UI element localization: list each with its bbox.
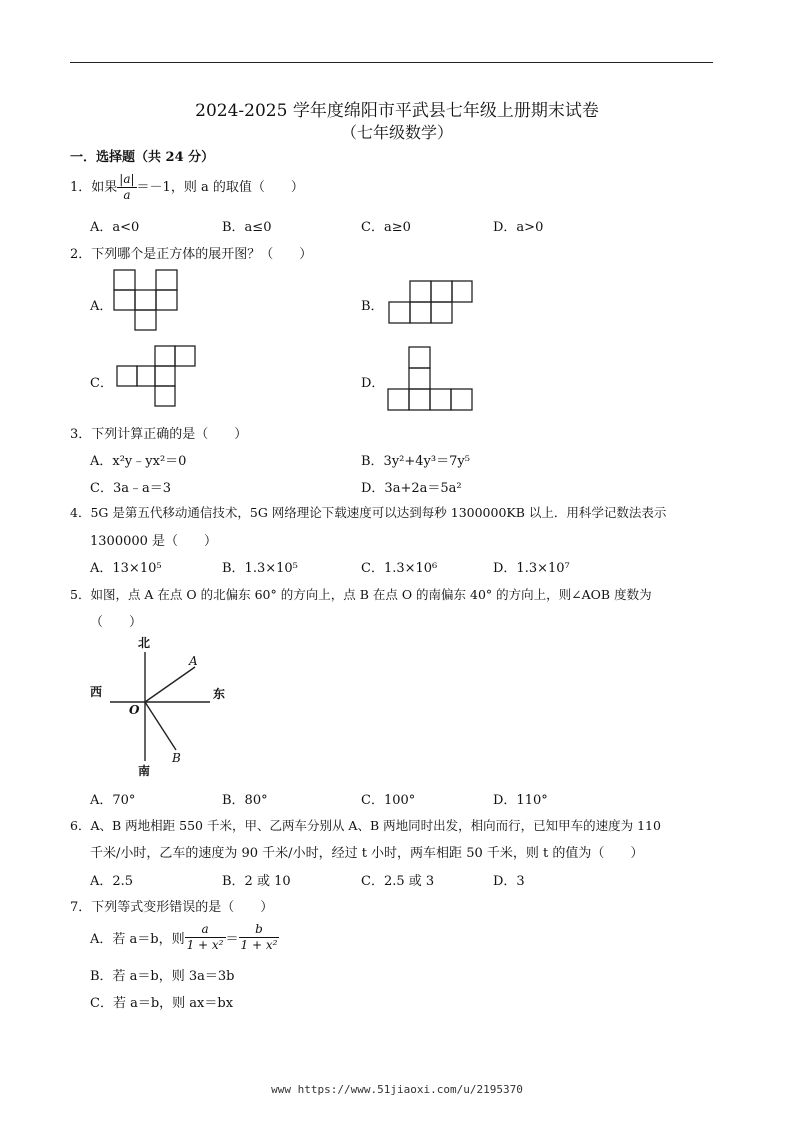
q5-option-a: A．70° — [90, 793, 136, 808]
q5-option-b: B．80° — [222, 793, 268, 808]
compass-origin-label: O — [129, 703, 140, 717]
q6-option-d: D．3 — [493, 874, 525, 889]
footer-url[interactable]: www https://www.51jiaoxi.com/u/2195370 — [271, 1083, 523, 1096]
q1-frac-num: |a| — [119, 172, 135, 186]
page-title: 2024-2025 学年度绵阳市平武县七年级上册期末试卷 — [195, 101, 599, 121]
q2-label-c: C． — [90, 376, 113, 391]
compass-south-label: 南 — [138, 764, 151, 778]
q1-number: 1． — [70, 180, 92, 195]
compass-north-label: 北 — [138, 636, 151, 650]
q3-option-a: A．x²y﹣yx²＝0 — [90, 454, 187, 469]
question-5-line2: （ ） — [90, 615, 143, 630]
q7-frac2-den: 1 + x² — [240, 938, 278, 952]
q7-option-a — [90, 922, 279, 953]
q4-option-b: B．1.3×10⁵ — [222, 561, 298, 576]
q7-option-c: C．若 a＝b，则 ax＝bx — [90, 996, 234, 1011]
q4-option-d: D．1.3×10⁷ — [493, 561, 570, 576]
q7-a-prefix: A．若 a＝b，则 — [90, 932, 185, 947]
q7-frac1-den: 1 + x² — [186, 938, 224, 952]
q1-option-a: A．a<0 — [90, 220, 140, 235]
question-4-line1: 4．5G 是第五代移动通信技术，5G 网络理论下载速度可以达到每秒 1300000KB 以上．用科学记数法表示 — [70, 505, 667, 520]
q7-a-fraction-right — [239, 922, 280, 953]
compass-point-b-label: B — [172, 751, 181, 765]
q3-option-b: B．3y²+4y³＝7y⁵ — [361, 454, 470, 469]
q5-option-c: C．100° — [361, 793, 416, 808]
q1-post: ＝－1，则 a 的取值（ ） — [136, 180, 304, 195]
q7-a-equals: ＝ — [225, 932, 239, 947]
question-3-stem: 3．下列计算正确的是（ ） — [70, 427, 248, 442]
q1-option-c: C．a≥0 — [361, 220, 411, 235]
q6-option-b: B．2 或 10 — [222, 874, 291, 889]
q4-option-c: C．1.3×10⁶ — [361, 561, 438, 576]
compass-west-label: 西 — [90, 685, 103, 699]
ray-ob — [145, 702, 176, 750]
q6-option-a: A．2.5 — [90, 874, 134, 889]
q1-pre: 如果 — [91, 180, 118, 195]
question-2-stem: 2．下列哪个是正方体的展开图？（ ） — [70, 247, 313, 262]
question-4-line2: 1300000 是（ ） — [90, 534, 218, 549]
q4-option-a: A．13×10⁵ — [90, 561, 162, 576]
q5-option-d: D．110° — [493, 793, 548, 808]
q1-option-d: D．a>0 — [493, 220, 544, 235]
page-subtitle: （七年级数学） — [340, 123, 453, 142]
ray-oa — [145, 667, 195, 702]
compass-east-label: 东 — [213, 687, 226, 701]
q2-label-b: B． — [361, 299, 384, 314]
q2-label-a: A． — [90, 299, 113, 314]
question-7-stem: 7．下列等式变形错误的是（ ） — [70, 900, 274, 915]
compass-point-a-label: A — [189, 654, 198, 668]
q1-frac-den: a — [123, 188, 131, 202]
q1-option-b: B．a≤0 — [222, 220, 272, 235]
q2-label-d: D． — [361, 376, 385, 391]
q3-option-d: D．3a+2a＝5a² — [361, 481, 462, 496]
q7-a-fraction-left — [185, 922, 226, 953]
q3-option-c: C．3a﹣a＝3 — [90, 481, 171, 496]
q7-frac1-num: a — [185, 922, 226, 938]
q7-option-b: B．若 a＝b，则 3a＝3b — [90, 969, 235, 984]
section-heading: 一．选择题（共 24 分） — [70, 150, 215, 165]
q7-frac2-num: b — [239, 922, 280, 938]
question-6-line2: 千米/小时，乙车的速度为 90 千米/小时，经过 t 小时，两车相距 50 千米，则 t 的值为（ ） — [90, 846, 644, 861]
q6-option-c: C．2.5 或 3 — [361, 874, 435, 889]
question-6-line1: 6．A、B 两地相距 550 千米，甲、乙两车分别从 A、B 两地同时出发，相向而行，已知甲车的速度为 110 — [70, 818, 661, 833]
question-5-line1: 5．如图，点 A 在点 O 的北偏东 60° 的方向上，点 B 在点 O 的南偏东 40° 的方向上，则∠AOB 度数为 — [70, 587, 652, 602]
